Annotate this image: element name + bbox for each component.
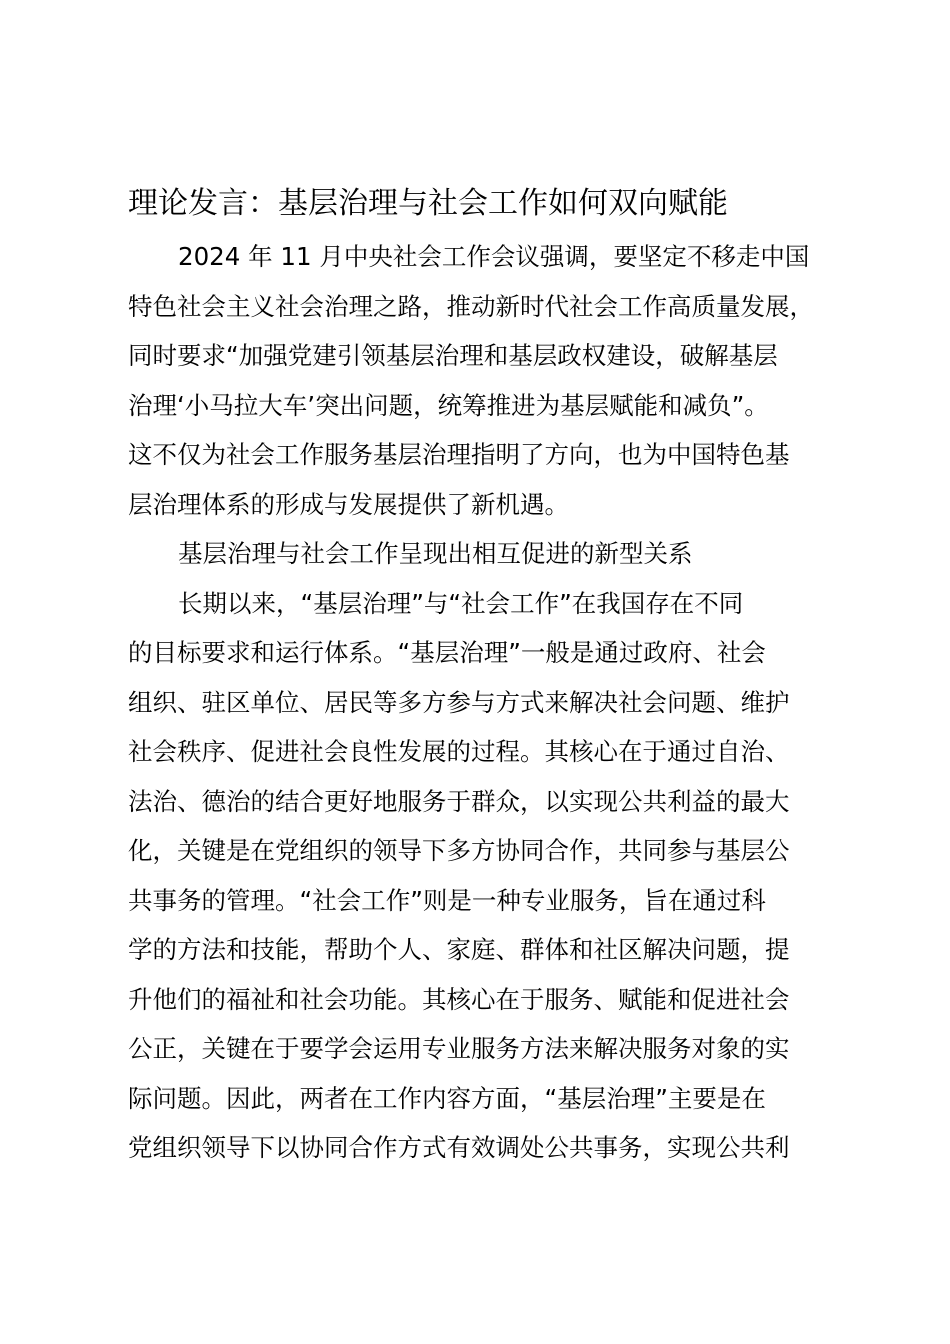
- text-line: 长期以来，“基层治理”与“社会工作”在我国存在不同: [178, 588, 744, 618]
- text-line: 层治理体系的形成与发展提供了新机遇。: [128, 489, 569, 519]
- text-line: 同时要求“加强党建引领基层治理和基层政权建设，破解基层: [128, 341, 778, 370]
- text-line: 组织、驻区单位、居民等多方参与方式来解决社会问题、维护: [128, 687, 790, 717]
- text-line: 共事务的管理。“社会工作”则是一种专业服务，旨在通过科: [128, 885, 766, 915]
- text-line: 化，关键是在党组织的领导下多方协同合作，共同参与基层公: [128, 836, 790, 865]
- text-line: 公正，关键在于要学会运用专业服务方法来解决服务对象的实: [128, 1034, 790, 1063]
- text-line: 法治、德治的结合更好地服务于群众，以实现公共利益的最大: [128, 786, 790, 816]
- text-line: 社会秩序、促进社会良性发展的过程。其核心在于通过自治、: [128, 737, 790, 766]
- text-line: 这不仅为社会工作服务基层治理指明了方向，也为中国特色基: [128, 440, 790, 469]
- text-line: 党组织领导下以协同合作方式有效调处公共事务，实现公共利: [128, 1133, 790, 1162]
- text-line: 学的方法和技能，帮助个人、家庭、群体和社区解决问题，提: [128, 935, 790, 964]
- text-line: 2024 年 11 月中央社会工作会议强调，要坚定不移走中国: [178, 242, 810, 271]
- text-line: 特色社会主义社会治理之路，推动新时代社会工作高质量发展，: [128, 291, 814, 321]
- document-title: 理论发言：基层治理与社会工作如何双向赋能: [128, 186, 728, 221]
- text-line: 治理‘小马拉大车’突出问题，统筹推进为基层赋能和减负”。: [128, 390, 769, 420]
- text-line: 基层治理与社会工作呈现出相互促进的新型关系: [178, 539, 693, 568]
- document-body: [128, 232, 832, 1173]
- text-line: 的目标要求和运行体系。“基层治理”一般是通过政府、社会: [128, 638, 766, 667]
- text-line: 际问题。因此，两者在工作内容方面，“基层治理”主要是在: [128, 1083, 766, 1113]
- text-line: 升他们的福祉和社会功能。其核心在于服务、赋能和促进社会: [128, 984, 790, 1014]
